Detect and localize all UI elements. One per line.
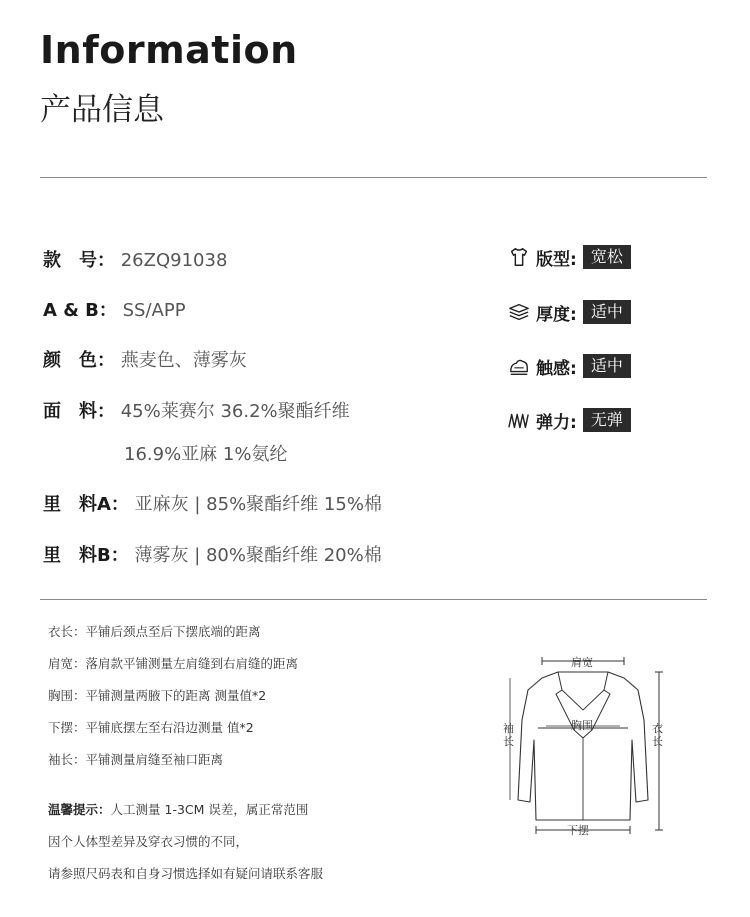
hand-touch-icon <box>508 355 530 377</box>
attr-label: 版型: <box>536 249 577 270</box>
divider-top <box>40 177 707 178</box>
spec-style-no <box>43 246 227 272</box>
diagram-label-chest: 胸围 <box>571 719 593 732</box>
divider-bottom <box>40 599 707 600</box>
attr-badge: 适中 <box>583 354 631 378</box>
spec-value: 燕麦色、薄雾灰 <box>120 350 247 371</box>
attr-stretch <box>508 407 631 433</box>
spec-lining-b <box>43 541 382 567</box>
spec-label: 颜 色： <box>43 350 115 371</box>
tip-line-1 <box>48 800 308 818</box>
tshirt-icon <box>508 246 530 268</box>
attr-badge: 无弹 <box>583 408 631 432</box>
layers-icon <box>508 301 530 323</box>
spec-value: 26ZQ91038 <box>120 250 228 271</box>
measure-hem: 下摆：平铺底摆左至右沿边测量 值*2 <box>48 720 254 735</box>
measure-sleeve: 袖长：平铺测量肩缝至袖口距离 <box>48 752 224 767</box>
attr-thickness <box>508 299 631 325</box>
spec-lining-a <box>43 490 382 516</box>
measure-shoulder: 肩宽：落肩款平铺测量左肩缝到右肩缝的距离 <box>48 656 299 671</box>
diagram-label-hem: 下摆 <box>567 824 589 837</box>
attr-label: 触感: <box>536 358 577 379</box>
spec-value: 亚麻灰 | 85%聚酯纤维 15%棉 <box>134 494 382 515</box>
tip-label: 温馨提示： <box>48 802 111 817</box>
garment-diagram <box>498 650 678 840</box>
attr-badge: 宽松 <box>583 245 631 269</box>
spec-label: 款 号： <box>43 250 115 271</box>
measure-chest: 胸围：平铺测量两腋下的距离 测量值*2 <box>48 688 267 703</box>
spec-label: 里 料A： <box>43 494 129 515</box>
diagram-label-shoulder: 肩宽 <box>571 656 593 669</box>
attr-label: 弹力: <box>536 412 577 433</box>
attr-label: 厚度: <box>536 304 577 325</box>
spec-ab <box>43 296 186 322</box>
title-cn: 产品信息 <box>40 92 164 128</box>
title-en: Information <box>40 28 298 72</box>
spec-label: A & B： <box>43 300 117 321</box>
spec-color <box>43 346 247 372</box>
spec-value: 45%莱赛尔 36.2%聚酯纤维 <box>120 401 350 422</box>
tip-line-2: 因个人体型差异及穿衣习惯的不同， <box>48 834 249 849</box>
attr-fit <box>508 244 631 270</box>
tip-text: 人工测量 1-3CM 误差，属正常范围 <box>110 802 309 817</box>
spec-value: 16.9%亚麻 1%氨纶 <box>124 444 288 465</box>
spec-value: SS/APP <box>122 300 186 321</box>
spec-value: 薄雾灰 | 80%聚酯纤维 20%棉 <box>134 545 382 566</box>
spec-fabric-line2 <box>124 440 287 466</box>
attr-badge: 适中 <box>583 300 631 324</box>
measure-length: 衣长：平铺后颈点至后下摆底端的距离 <box>48 624 261 639</box>
diagram-label-sleeve: 袖长 <box>503 722 514 748</box>
attr-touch <box>508 353 631 379</box>
stretch-icon <box>508 409 530 431</box>
spec-label: 里 料B： <box>43 545 129 566</box>
tip-line-3: 请参照尺码表和自身习惯选择如有疑问请联系客服 <box>48 866 324 881</box>
spec-fabric <box>43 397 350 423</box>
diagram-label-length: 衣长 <box>652 722 663 748</box>
spec-label: 面 料： <box>43 401 115 422</box>
